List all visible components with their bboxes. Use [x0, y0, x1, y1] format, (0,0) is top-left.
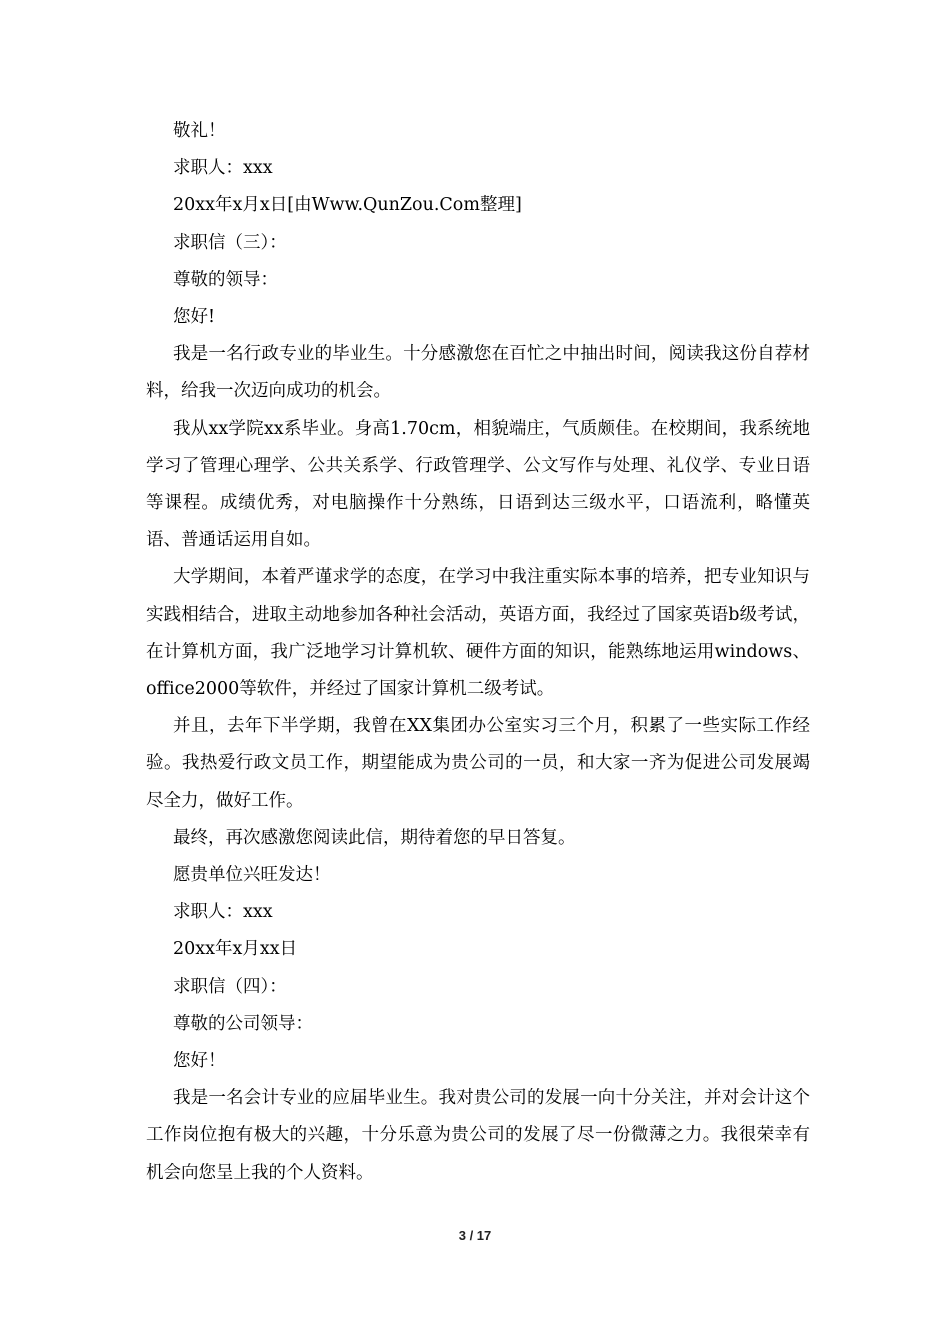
- paragraph-internship: 并且，去年下半学期，我曾在XX集团办公室实习三个月，积累了一些实际工作经验。我热爱行政文员工作，期望能成为贵公司的一员，和大家一齐为促进公司发展竭尽全力，做好工作。: [146, 716, 810, 811]
- paragraph-education: 我从xx学院xx系毕业。身高1.70cm，相貌端庄，气质颇佳。在校期间，我系统地学习了管理心理学、公共关系学、行政管理学、公文写作与处理、礼仪学、专业日语等课程。成绩优秀，对电脑操作十分熟练，日语到达三级水平，口语流利，略懂英语、普通话运用自如。: [146, 418, 810, 551]
- paragraph-date: 20xx年x月xx日: [173, 939, 298, 960]
- paragraph-university-activities: 大学期间，本着严谨求学的态度，在学习中我注重实际本事的培养，把专业知识与实践相结合，进取主动地参加各种社会活动，英语方面，我经过了国家英语b级考试，在计算机方面，我广泛地学习计算机软、硬件方面的知识，能熟练地运用windows、office2000等软件，并经过了国家计算机二级考试。: [146, 567, 810, 700]
- document-body: [146, 113, 810, 1192]
- paragraph-letter-three-heading: 求职信（三）：: [173, 232, 287, 253]
- paragraph-wishes: 愿贵单位兴旺发达！: [173, 865, 331, 886]
- paragraph-salutation: 尊敬的领导：: [173, 269, 278, 290]
- paragraph-applicant-signature: 求职人：xxx: [173, 158, 273, 179]
- paragraph-salutation-2: 尊敬的公司领导：: [173, 1013, 313, 1034]
- paragraph-greeting-2: 您好！: [173, 1051, 226, 1072]
- page-number: 3 / 17: [458, 1228, 492, 1243]
- paragraph-date-source: 20xx年x月x日[由Www.QunZou.Com整理]: [173, 195, 522, 216]
- paragraph-applicant-signature-2: 求职人：xxx: [173, 902, 273, 923]
- paragraph-thanks: 最终，再次感激您阅读此信，期待着您的早日答复。: [173, 827, 576, 848]
- paragraph-introduction: 我是一名行政专业的毕业生。十分感激您在百忙之中抽出时间，阅读我这份自荐材料，给我一次迈向成功的机会。: [146, 344, 810, 402]
- paragraph-accounting-introduction: 我是一名会计专业的应届毕业生。我对贵公司的发展一向十分关注，并对会计这个工作岗位抱有极大的兴趣，十分乐意为贵公司的发展了尽一份微薄之力。我很荣幸有机会向您呈上我的个人资料。: [146, 1088, 810, 1183]
- paragraph-letter-four-heading: 求职信（四）：: [173, 976, 287, 997]
- paragraph-closing-salute: 敬礼！: [173, 121, 226, 141]
- paragraph-greeting: 您好!: [173, 307, 216, 328]
